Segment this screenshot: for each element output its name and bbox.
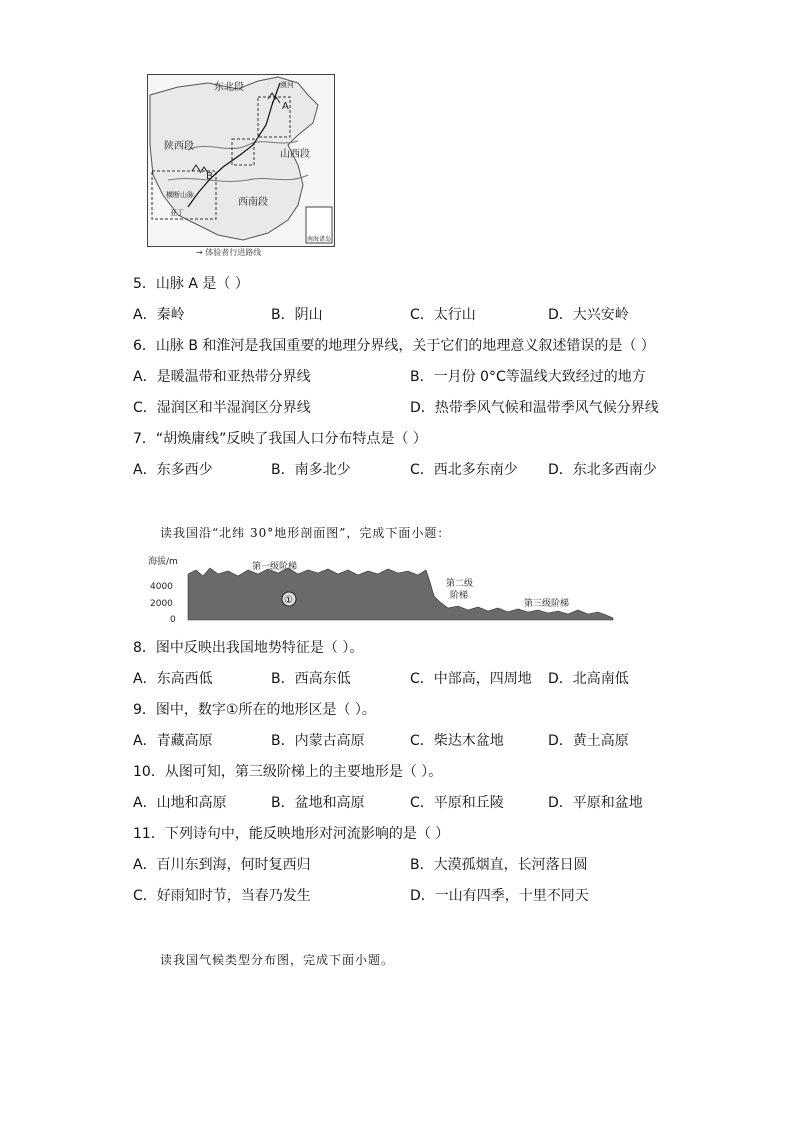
- question-5: 5．山脉 A 是（ ）: [133, 276, 249, 292]
- q8-option-b: B．西高东低: [271, 671, 351, 687]
- profile-step3: 第三级阶梯: [524, 599, 570, 609]
- label-hengduan: 横断山脉: [166, 191, 194, 199]
- q7-option-d: D．东北多西南少: [548, 462, 657, 478]
- q5-option-b: B．阴山: [271, 307, 323, 323]
- q10-option-a: A．山地和高原: [133, 795, 227, 811]
- map-legend: → 体验者行进路线: [196, 248, 262, 257]
- question-6: 6．山脉 B 和淮河是我国重要的地理分界线，关于它们的地理意义叙述错误的是（ ）: [133, 338, 655, 354]
- q6-option-a: A．是暖温带和亚热带分界线: [133, 369, 311, 385]
- q8-option-d: D．北高南低: [548, 671, 629, 687]
- q5-option-a: A．秦岭: [133, 307, 185, 323]
- profile-step2b: 阶梯: [450, 591, 469, 601]
- profile-ylabel: 海拔/m: [148, 557, 178, 567]
- label-southwest: 西南段: [238, 197, 268, 208]
- q11-option-c: C．好雨知时节，当春乃发生: [133, 888, 311, 904]
- profile-tick-2000: 2000: [150, 599, 173, 609]
- question-11: 11．下列诗句中，能反映地形对河流影响的是（ ）: [133, 826, 450, 842]
- label-mohe: 漠河: [280, 81, 294, 89]
- label-mountain-a: A: [282, 101, 289, 112]
- question-8: 8．图中反映出我国地势特征是（ ）。: [133, 640, 364, 656]
- q11-option-b: B．大漠孤烟直，长河落日圆: [410, 857, 588, 873]
- label-shanxi: 山西段: [280, 149, 310, 160]
- label-northeast: 东北段: [214, 82, 244, 93]
- profile-step2a: 第二级: [446, 579, 474, 589]
- question-10: 10．从图可知，第三级阶梯上的主要地形是（ ）。: [133, 764, 443, 780]
- profile-tick-4000: 4000: [150, 582, 173, 592]
- profile-tick-0: 0: [170, 615, 176, 624]
- q10-option-b: B．盆地和高原: [271, 795, 365, 811]
- terrain-profile-svg: [148, 552, 648, 624]
- q10-option-c: C．平原和丘陵: [410, 795, 504, 811]
- q7-option-b: B．南多北少: [271, 462, 351, 478]
- q9-option-a: A．青藏高原: [133, 733, 213, 749]
- route-map-figure: [147, 74, 335, 247]
- q5-option-c: C．太行山: [410, 307, 476, 323]
- q8-option-c: C．中部高，四周地: [410, 671, 532, 687]
- q9-option-c: C．柴达木盆地: [410, 733, 504, 749]
- q5-option-d: D．大兴安岭: [548, 307, 629, 323]
- q10-option-d: D．平原和盆地: [548, 795, 643, 811]
- route-map-svg: [148, 75, 334, 246]
- lead-climate: 读我国气候类型分布图，完成下面小题。: [160, 953, 395, 967]
- q7-option-c: C．西北多东南少: [410, 462, 518, 478]
- label-shaanxi: 陕西段: [164, 141, 194, 152]
- profile-step1: 第一级阶梯: [252, 562, 298, 572]
- q11-option-a: A．百川东到海，何时复西归: [133, 857, 311, 873]
- profile-marker: ①: [284, 595, 293, 606]
- terrain-profile-figure: [148, 552, 648, 624]
- q6-option-d: D．热带季风气候和温带季风气候分界线: [410, 400, 659, 416]
- question-7: 7．“胡焕庸线”反映了我国人口分布特点是（ ）: [133, 431, 427, 447]
- q9-option-b: B．内蒙古高原: [271, 733, 365, 749]
- label-mountain-b: B: [206, 171, 213, 182]
- terrain-silhouette: [188, 568, 613, 620]
- q9-option-d: D．黄土高原: [548, 733, 629, 749]
- lead-profile: 读我国沿“北纬 30°地形剖面图”，完成下面小题：: [160, 526, 451, 540]
- q6-option-c: C．湿润区和半湿润区分界线: [133, 400, 311, 416]
- q7-option-a: A．东多西少: [133, 462, 213, 478]
- question-9: 9．图中，数字①所在的地形区是（ ）。: [133, 702, 376, 718]
- q11-option-d: D．一山有四季，十里不同天: [410, 888, 589, 904]
- label-yading: 亚丁: [170, 209, 184, 217]
- q6-option-b: B．一月份 0°C等温线大致经过的地方: [410, 369, 646, 385]
- label-inset: 南海诸岛: [307, 236, 332, 243]
- q8-option-a: A．东高西低: [133, 671, 213, 687]
